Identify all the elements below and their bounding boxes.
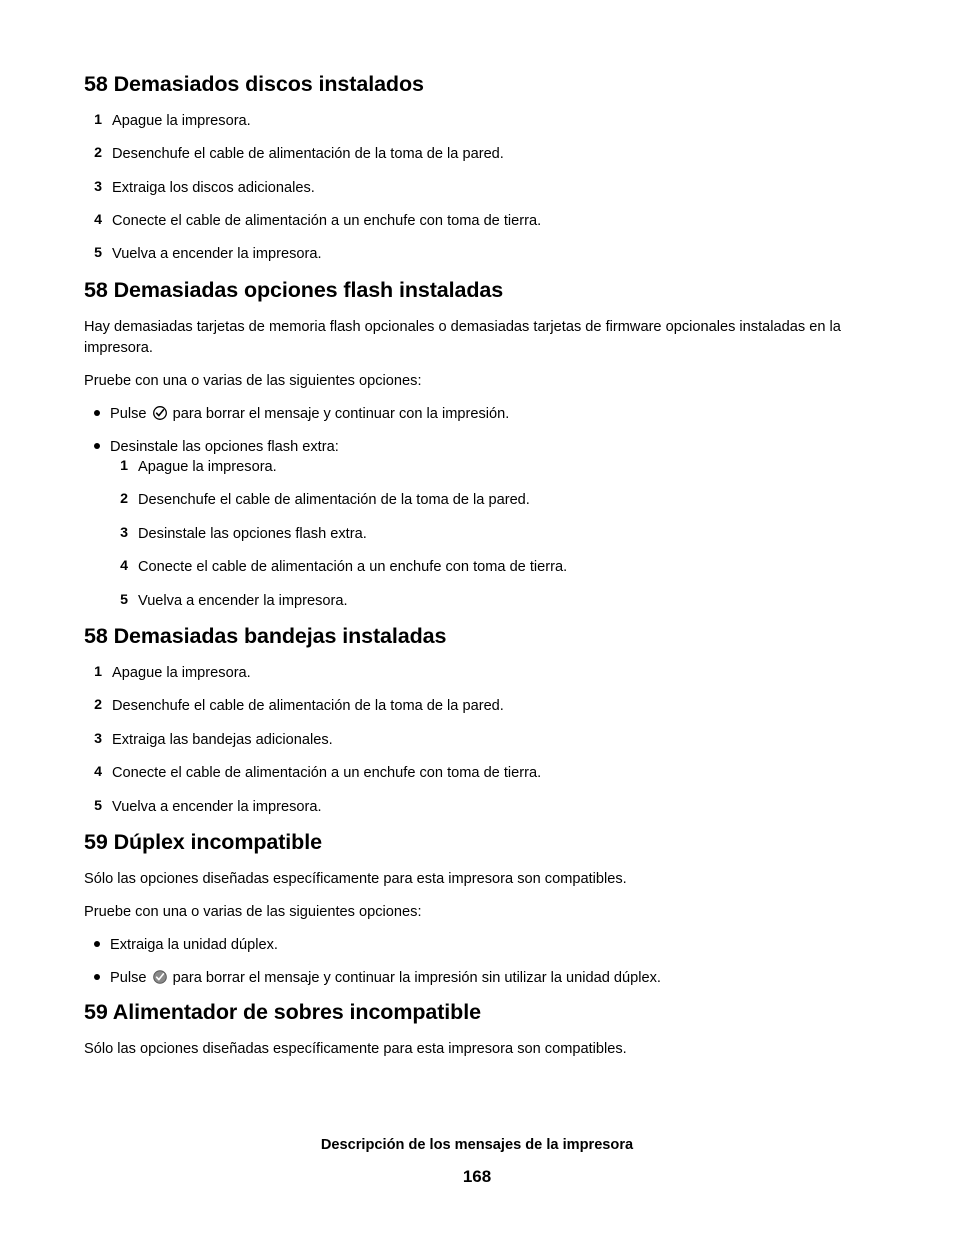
step-item	[110, 490, 874, 510]
step-text: Apague la impresora.	[112, 112, 251, 129]
section-heading-3: 58 Demasiadas bandejas instaladas	[84, 624, 447, 649]
bullet-text-before: Pulse	[110, 406, 147, 423]
step-number: 5	[120, 591, 128, 608]
step-item	[84, 144, 874, 164]
footer-chapter-title: Descripción de los mensajes de la impresora	[320, 1137, 634, 1153]
step-number: 3	[94, 178, 102, 195]
step-item	[84, 211, 874, 231]
section-heading-2: 58 Demasiadas opciones flash instaladas	[84, 277, 504, 302]
step-text: Desenchufe el cable de alimentación de la toma de la pared.	[112, 146, 504, 163]
step-text: Apague la impresora.	[112, 664, 251, 681]
step-item	[110, 524, 874, 544]
step-text: Conecte el cable de alimentación a un enchufe con toma de tierra.	[138, 559, 568, 576]
bullet-list-4	[84, 935, 874, 988]
step-text: Extraiga los discos adicionales.	[112, 179, 315, 196]
step-text: Desenchufe el cable de alimentación de la toma de la pared.	[112, 698, 504, 715]
bullet-dot-icon	[94, 974, 100, 980]
step-text: Desinstale las opciones flash extra.	[138, 525, 367, 542]
check-circle-icon	[153, 406, 167, 420]
section-intro-5: Sólo las opciones diseñadas específicamente para esta impresora son compatibles.	[84, 1040, 627, 1057]
bullet-text-after: para borrar el mensaje y continuar la impresión sin utilizar la unidad dúplex.	[172, 969, 661, 986]
section-heading-4: 59 Dúplex incompatible	[84, 830, 322, 855]
step-text: Vuelva a encender la impresora.	[112, 246, 322, 263]
bullet-text: Extraiga la unidad dúplex.	[110, 937, 278, 954]
step-item	[84, 696, 874, 716]
bullet-text: Desinstale las opciones flash extra:	[110, 438, 339, 455]
section-prompt-4: Pruebe con una o varias de las siguientes opciones:	[84, 903, 422, 920]
step-number: 4	[94, 764, 102, 781]
section-intro-4: Sólo las opciones diseñadas específicamente para esta impresora son compatibles.	[84, 870, 627, 887]
step-number: 3	[94, 730, 102, 747]
bullet-dot-icon	[94, 941, 100, 947]
bullet-list-2	[84, 404, 874, 611]
section-heading-1: 58 Demasiados discos instalados	[84, 72, 424, 96]
step-number: 1	[120, 458, 128, 475]
step-text: Desenchufe el cable de alimentación de la toma de la pared.	[138, 492, 530, 509]
step-item	[110, 591, 874, 611]
step-item	[110, 557, 874, 577]
step-number: 4	[120, 558, 128, 575]
step-item	[84, 797, 874, 817]
step-number: 1	[94, 111, 102, 128]
section-intro-2: Hay demasiadas tarjetas de memoria flash opcionales o demasiadas tarjetas de firmware opcionales instaladas en la impresora.	[84, 318, 841, 356]
step-list-3	[84, 663, 874, 817]
list-item	[84, 968, 874, 988]
step-number: 2	[94, 697, 102, 714]
bullet-text-after: para borrar el mensaje y continuar con la impresión.	[172, 406, 510, 423]
step-item	[84, 763, 874, 783]
section-heading-5: 59 Alimentador de sobres incompatible	[84, 999, 481, 1024]
step-text: Apague la impresora.	[138, 459, 277, 476]
step-text: Conecte el cable de alimentación a un enchufe con toma de tierra.	[112, 765, 542, 782]
list-item	[84, 437, 874, 612]
step-text: Vuelva a encender la impresora.	[112, 798, 322, 815]
page-footer	[0, 1137, 954, 1187]
step-item	[84, 178, 874, 198]
step-list-2	[110, 457, 874, 611]
step-item	[84, 111, 874, 131]
step-item	[110, 457, 874, 477]
section-prompt-2: Pruebe con una o varias de las siguientes opciones:	[84, 373, 422, 390]
page-number: 168	[462, 1167, 492, 1186]
step-list-1	[84, 111, 874, 265]
step-number: 5	[94, 797, 102, 814]
check-circle-icon	[153, 970, 167, 984]
step-item	[84, 730, 874, 750]
step-number: 5	[94, 245, 102, 262]
step-text: Conecte el cable de alimentación a un enchufe con toma de tierra.	[112, 213, 542, 230]
step-number: 2	[94, 145, 102, 162]
step-number: 3	[120, 524, 128, 541]
bullet-dot-icon	[94, 443, 100, 449]
step-number: 2	[120, 491, 128, 508]
step-number: 1	[94, 663, 102, 680]
list-item	[84, 404, 874, 424]
step-text: Extraiga las bandejas adicionales.	[112, 731, 333, 748]
bullet-dot-icon	[94, 410, 100, 416]
bullet-text-before: Pulse	[110, 969, 147, 986]
step-text: Vuelva a encender la impresora.	[138, 592, 348, 609]
step-item	[84, 663, 874, 683]
step-number: 4	[94, 212, 102, 229]
step-item	[84, 244, 874, 264]
list-item	[84, 935, 874, 955]
